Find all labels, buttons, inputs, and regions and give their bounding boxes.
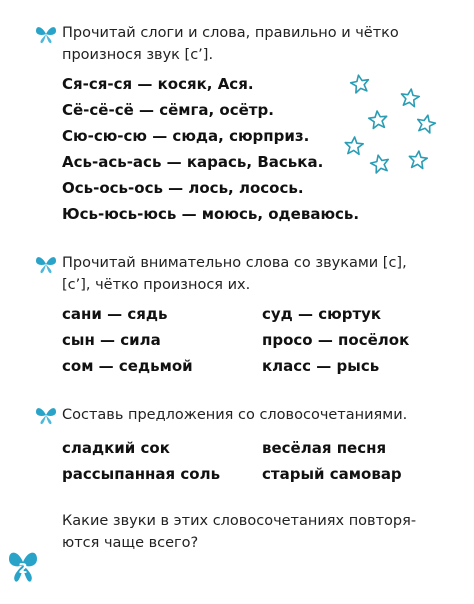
syllable-row: Сё-сё-сё — сёмга, осётр. [62, 101, 274, 119]
star-icon [400, 88, 420, 107]
butterfly-icon [34, 254, 58, 274]
phrase: весёлая песня [262, 439, 387, 457]
task3-question: Какие звуки в этих словосочетаниях повторя- ются чаще всего? [62, 513, 417, 551]
page-number-badge [8, 548, 38, 584]
word-pair: сом — седьмой [62, 357, 193, 375]
phrase: рассыпанная соль [62, 465, 221, 483]
task3-instruction: Составь предложения со словосочетаниями. [62, 407, 408, 423]
phrase: сладкий сок [62, 439, 170, 457]
task1-instruction: Прочитай слоги и слова, правильно и чётко произнося звук [с’]. [62, 25, 399, 63]
star-icon [416, 113, 437, 133]
word-pair: просо — посёлок [262, 331, 410, 349]
stars-decoration [330, 72, 450, 182]
star-icon [344, 136, 363, 154]
star-icon [350, 74, 371, 94]
syllable-row: Ась-ась-ась — карась, Васька. [62, 153, 324, 171]
syllable-row: Сю-сю-сю — сюда, сюрприз. [62, 127, 310, 145]
page-number: 2 [18, 562, 28, 577]
star-icon [368, 110, 388, 129]
star-icon [408, 150, 428, 169]
word-pair: суд — сюртук [262, 305, 382, 323]
syllable-row: Ся-ся-ся — косяк, Ася. [62, 75, 254, 93]
word-pair: класс — рысь [262, 357, 380, 375]
syllable-row: Ось-ось-ось — лось, лосось. [62, 179, 304, 197]
butterfly-icon [34, 24, 58, 44]
butterfly-icon [34, 405, 58, 425]
word-pair: сын — сила [62, 331, 161, 349]
star-icon [369, 153, 390, 173]
word-pair: сани — сядь [62, 305, 168, 323]
phrase: старый самовар [262, 465, 402, 483]
task2-instruction: Прочитай внимательно слова со звуками [с], [с’], чётко произнося их. [62, 255, 407, 293]
syllable-row: Юсь-юсь-юсь — моюсь, одеваюсь. [62, 205, 360, 223]
